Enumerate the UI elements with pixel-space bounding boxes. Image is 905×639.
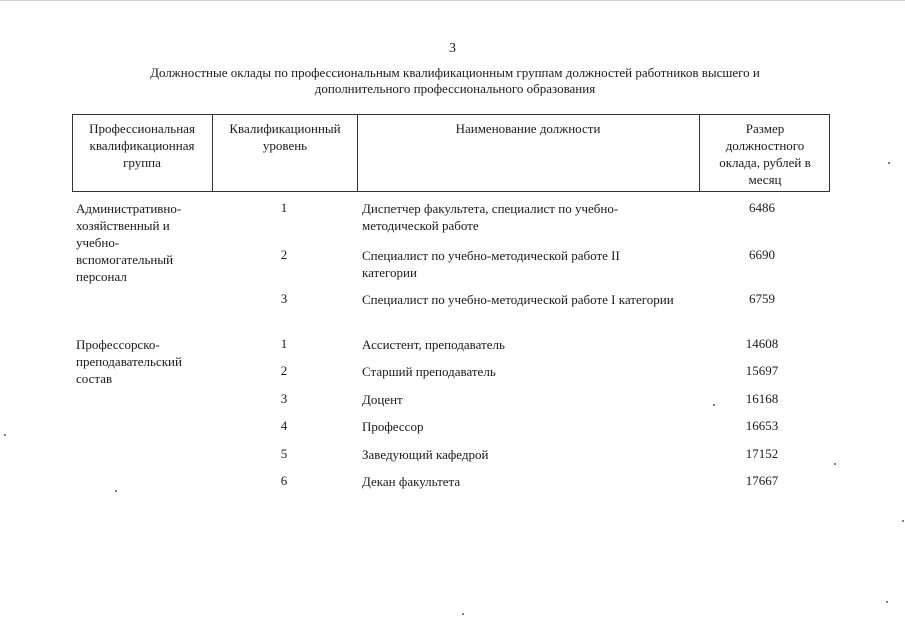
salary-cell: 17667 xyxy=(745,473,779,488)
level-cell: 1 xyxy=(280,336,288,351)
level-cell: 6 xyxy=(280,473,288,488)
group-label: Административно-хозяйственный и учебно-вспомогательный персонал xyxy=(76,201,182,284)
level-cell: 4 xyxy=(280,418,288,433)
level-cell: 3 xyxy=(280,391,288,406)
document-title xyxy=(90,65,820,97)
scan-speck xyxy=(886,601,888,603)
header-divider xyxy=(699,114,700,192)
level-cell: 5 xyxy=(280,446,288,461)
table-header xyxy=(72,114,830,192)
header-divider xyxy=(829,114,830,192)
header-divider xyxy=(357,114,358,192)
scan-speck xyxy=(115,490,117,492)
position-cell: Диспетчер факультета, специалист по учебно-методической работе xyxy=(362,201,619,233)
header-divider xyxy=(212,114,213,192)
position-cell: Заведующий кафедрой xyxy=(362,447,489,462)
level-cell: 3 xyxy=(280,291,288,306)
header-divider xyxy=(72,114,73,192)
header-position: Наименование должности xyxy=(455,121,601,136)
page-top-border xyxy=(0,0,905,1)
salary-cell: 16653 xyxy=(745,418,779,433)
position-cell: Специалист по учебно-методической работе II категории xyxy=(362,248,620,280)
document-title-line-2: дополнительного профессионального образования xyxy=(314,81,596,96)
document-title-line-1: Должностные оклады по профессиональным квалификационным группам должностей работников высшего и xyxy=(150,65,760,80)
header-level: Квалификационный уровень xyxy=(229,121,341,153)
salary-cell: 6759 xyxy=(749,291,775,306)
scan-speck xyxy=(713,404,715,406)
salary-cell: 17152 xyxy=(745,446,779,461)
header-group: Профессиональная квалификационная группа xyxy=(89,121,195,170)
header-salary: Размер должностного оклада, рублей в месяц xyxy=(719,121,811,187)
scan-speck xyxy=(902,520,904,522)
salary-cell: 14608 xyxy=(745,336,779,351)
position-cell: Ассистент, преподаватель xyxy=(362,337,505,352)
level-cell: 1 xyxy=(280,200,288,215)
salary-cell: 16168 xyxy=(745,391,779,406)
group-label: Профессорско-преподавательский состав xyxy=(76,337,182,386)
scan-speck xyxy=(4,434,6,436)
position-cell: Профессор xyxy=(362,419,424,434)
salary-cell: 6690 xyxy=(749,247,775,262)
position-cell: Специалист по учебно-методической работе I категории xyxy=(362,292,674,307)
page-number: 3 xyxy=(449,41,456,56)
scan-speck xyxy=(888,162,890,164)
salary-cell: 15697 xyxy=(745,363,779,378)
level-cell: 2 xyxy=(280,247,288,262)
position-cell: Старший преподаватель xyxy=(362,364,496,379)
position-cell: Доцент xyxy=(362,392,403,407)
header-top-border xyxy=(72,114,830,115)
scan-speck xyxy=(462,613,464,615)
level-cell: 2 xyxy=(280,363,288,378)
position-cell: Декан факультета xyxy=(362,474,461,489)
salary-cell: 6486 xyxy=(749,200,775,215)
header-bottom-border xyxy=(72,191,830,192)
scan-speck xyxy=(834,463,836,465)
